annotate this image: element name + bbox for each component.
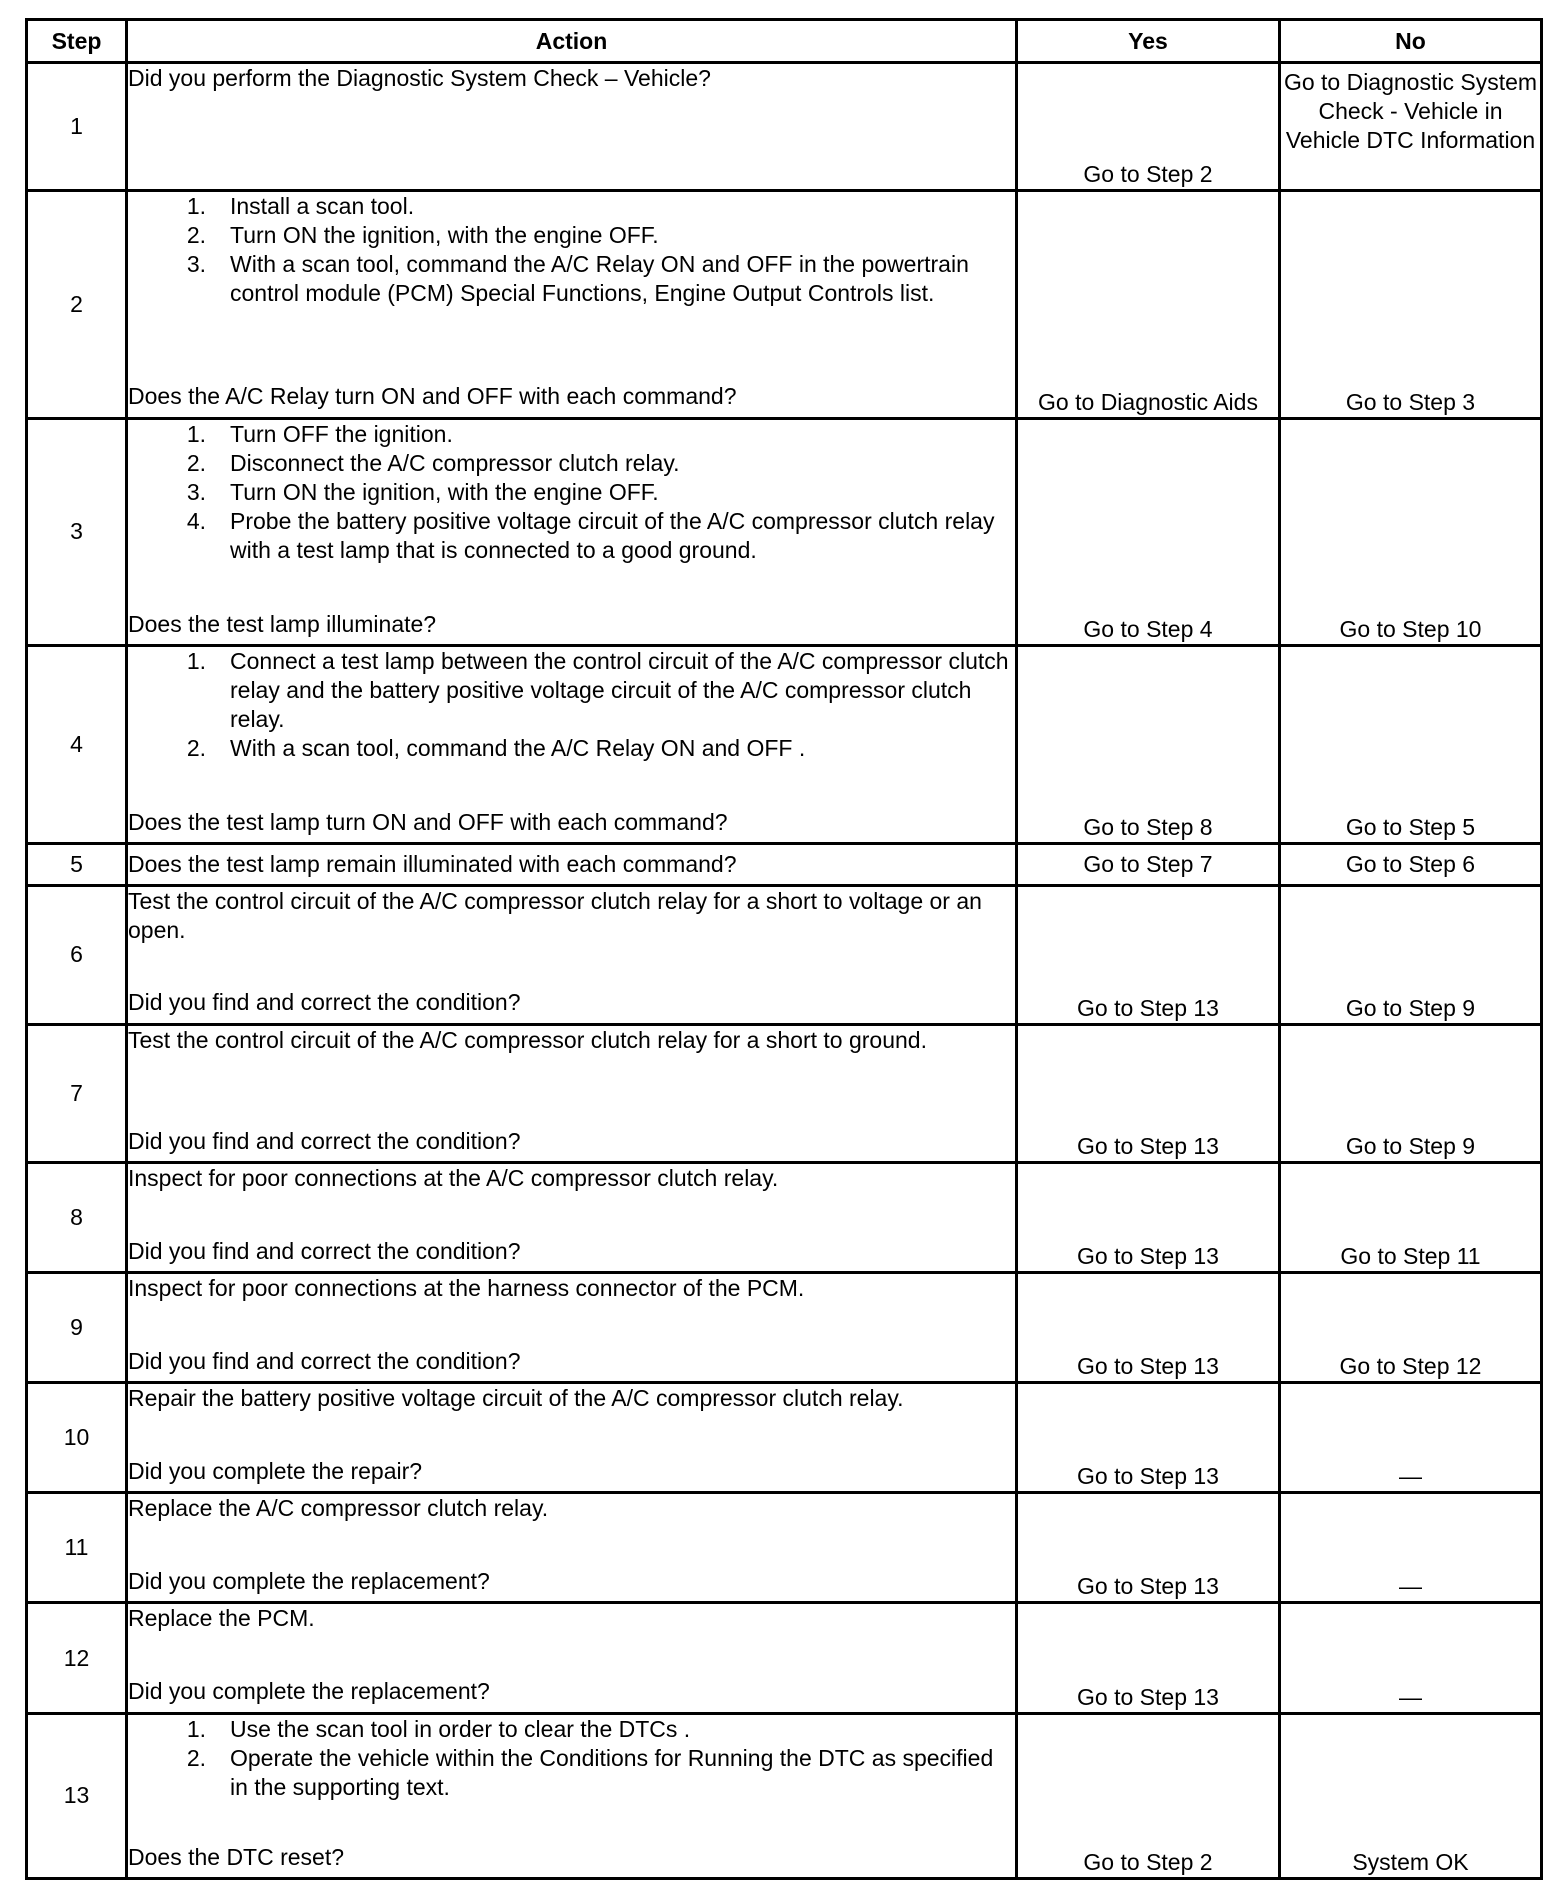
step-number: 4 (27, 645, 127, 843)
action-question: Does the A/C Relay turn ON and OFF with each command? (128, 383, 737, 410)
diagnostic-table (25, 18, 1543, 1880)
step-number: 5 (27, 844, 127, 886)
yes-cell: Go to Step 2 (1017, 1713, 1280, 1878)
list-item: 4. Probe the battery positive voltage circuit of the A/C compressor clutch relay with a test lamp that is connected to a good ground. (186, 507, 995, 563)
yes-cell: Go to Step 13 (1017, 1024, 1280, 1162)
no-cell: Go to Step 9 (1280, 1024, 1542, 1162)
table-row (27, 1713, 1542, 1878)
step-number: 7 (27, 1024, 127, 1162)
action-text: Inspect for poor connections at the A/C compressor clutch relay. (128, 1164, 779, 1191)
table-row (27, 844, 1542, 886)
table-row (27, 1162, 1542, 1272)
action-cell (127, 1713, 1017, 1878)
table-row (27, 191, 1542, 418)
action-question: Did you complete the replacement? (128, 1678, 490, 1705)
action-question: Does the DTC reset? (128, 1843, 345, 1870)
no-cell: Go to Step 5 (1280, 645, 1542, 843)
action-text: Replace the A/C compressor clutch relay. (128, 1495, 549, 1522)
action-cell (127, 191, 1017, 418)
step-number: 2 (27, 191, 127, 418)
yes-cell: Go to Step 13 (1017, 1272, 1280, 1382)
instruction-list (128, 420, 1015, 565)
no-cell: — (1280, 1603, 1542, 1713)
list-item: 3. Turn ON the ignition, with the engine OFF. (186, 478, 659, 505)
action-text: Inspect for poor connections at the harness connector of the PCM. (128, 1274, 805, 1301)
step-number: 8 (27, 1162, 127, 1272)
action-question: Does the test lamp illuminate? (128, 610, 437, 637)
list-item: 2. Turn ON the ignition, with the engine OFF. (186, 222, 659, 249)
no-cell: — (1280, 1383, 1542, 1493)
yes-cell: Go to Step 4 (1017, 418, 1280, 645)
yes-cell: Go to Step 13 (1017, 1162, 1280, 1272)
table-row (27, 886, 1542, 1024)
action-cell (127, 886, 1017, 1024)
action-cell (127, 418, 1017, 645)
action-text: Test the control circuit of the A/C compressor clutch relay for a short to ground. (128, 1026, 927, 1053)
instruction-list (128, 192, 1015, 308)
action-question: Did you find and correct the condition? (128, 1347, 521, 1374)
header-row (27, 20, 1542, 63)
step-number: 6 (27, 886, 127, 1024)
action-text: Repair the battery positive voltage circuit of the A/C compressor clutch relay. (128, 1385, 904, 1412)
action-question: Does the test lamp remain illuminated with each command? (128, 851, 737, 878)
yes-cell: Go to Diagnostic Aids (1017, 191, 1280, 418)
no-cell: Go to Diagnostic System Check - Vehicle in Vehicle DTC Information (1280, 63, 1542, 191)
action-cell (127, 645, 1017, 843)
list-item: 1. Install a scan tool. (186, 193, 415, 220)
list-item: 3. With a scan tool, command the A/C Relay ON and OFF in the powertrain control module (PCM) Special Functions, Engine Output Controls list. (186, 251, 969, 307)
no-cell: Go to Step 10 (1280, 418, 1542, 645)
table-row (27, 63, 1542, 191)
header-yes: Yes (1017, 20, 1280, 63)
table-row (27, 1383, 1542, 1493)
yes-cell: Go to Step 13 (1017, 886, 1280, 1024)
no-cell: Go to Step 12 (1280, 1272, 1542, 1382)
action-cell (127, 1493, 1017, 1603)
list-item: 1. Turn OFF the ignition. (186, 420, 453, 447)
list-item: 1. Connect a test lamp between the control circuit of the A/C compressor clutch relay and the battery positive voltage circuit of the A/C compressor clutch relay. (186, 647, 1009, 732)
yes-cell: Go to Step 13 (1017, 1383, 1280, 1493)
table-row (27, 1272, 1542, 1382)
action-text: Did you perform the Diagnostic System Check – Vehicle? (128, 65, 711, 91)
header-no: No (1280, 20, 1542, 63)
step-number: 11 (27, 1493, 127, 1603)
action-question: Did you find and correct the condition? (128, 989, 521, 1016)
action-text: Replace the PCM. (128, 1605, 315, 1632)
no-cell: — (1280, 1493, 1542, 1603)
header-step: Step (27, 20, 127, 63)
yes-cell: Go to Step 13 (1017, 1603, 1280, 1713)
step-number: 1 (27, 63, 127, 191)
no-cell: System OK (1280, 1713, 1542, 1878)
no-cell: Go to Step 6 (1280, 844, 1542, 886)
list-item: 1. Use the scan tool in order to clear the DTCs . (186, 1715, 691, 1742)
action-question: Did you find and correct the condition? (128, 1237, 521, 1264)
action-question: Did you complete the repair? (128, 1458, 423, 1485)
action-cell (127, 1272, 1017, 1382)
header-action: Action (127, 20, 1017, 63)
no-cell: Go to Step 3 (1280, 191, 1542, 418)
action-cell (127, 1162, 1017, 1272)
no-cell: Go to Step 9 (1280, 886, 1542, 1024)
action-cell (127, 63, 1017, 191)
table-row (27, 1493, 1542, 1603)
action-cell (127, 1383, 1017, 1493)
table-row (27, 645, 1542, 843)
list-item: 2. With a scan tool, command the A/C Relay ON and OFF . (186, 734, 806, 761)
table-row (27, 1024, 1542, 1162)
step-number: 3 (27, 418, 127, 645)
yes-cell: Go to Step 2 (1017, 63, 1280, 191)
yes-cell: Go to Step 13 (1017, 1493, 1280, 1603)
yes-cell: Go to Step 8 (1017, 645, 1280, 843)
action-cell (127, 1024, 1017, 1162)
step-number: 13 (27, 1713, 127, 1878)
no-cell: Go to Step 11 (1280, 1162, 1542, 1272)
yes-cell: Go to Step 7 (1017, 844, 1280, 886)
instruction-list (128, 647, 1015, 763)
table-row (27, 418, 1542, 645)
action-cell (127, 844, 1017, 886)
action-question: Does the test lamp turn ON and OFF with each command? (128, 808, 728, 835)
action-question: Did you complete the replacement? (128, 1568, 490, 1595)
list-item: 2. Disconnect the A/C compressor clutch relay. (186, 449, 680, 476)
instruction-list (128, 1715, 1015, 1802)
action-text: Test the control circuit of the A/C compressor clutch relay for a short to voltage or an open. (128, 888, 982, 944)
action-question: Did you find and correct the condition? (128, 1127, 521, 1154)
step-number: 12 (27, 1603, 127, 1713)
list-item: 2. Operate the vehicle within the Conditions for Running the DTC as specified in the supporting text. (186, 1744, 994, 1800)
table-row (27, 1603, 1542, 1713)
action-cell (127, 1603, 1017, 1713)
step-number: 10 (27, 1383, 127, 1493)
step-number: 9 (27, 1272, 127, 1382)
